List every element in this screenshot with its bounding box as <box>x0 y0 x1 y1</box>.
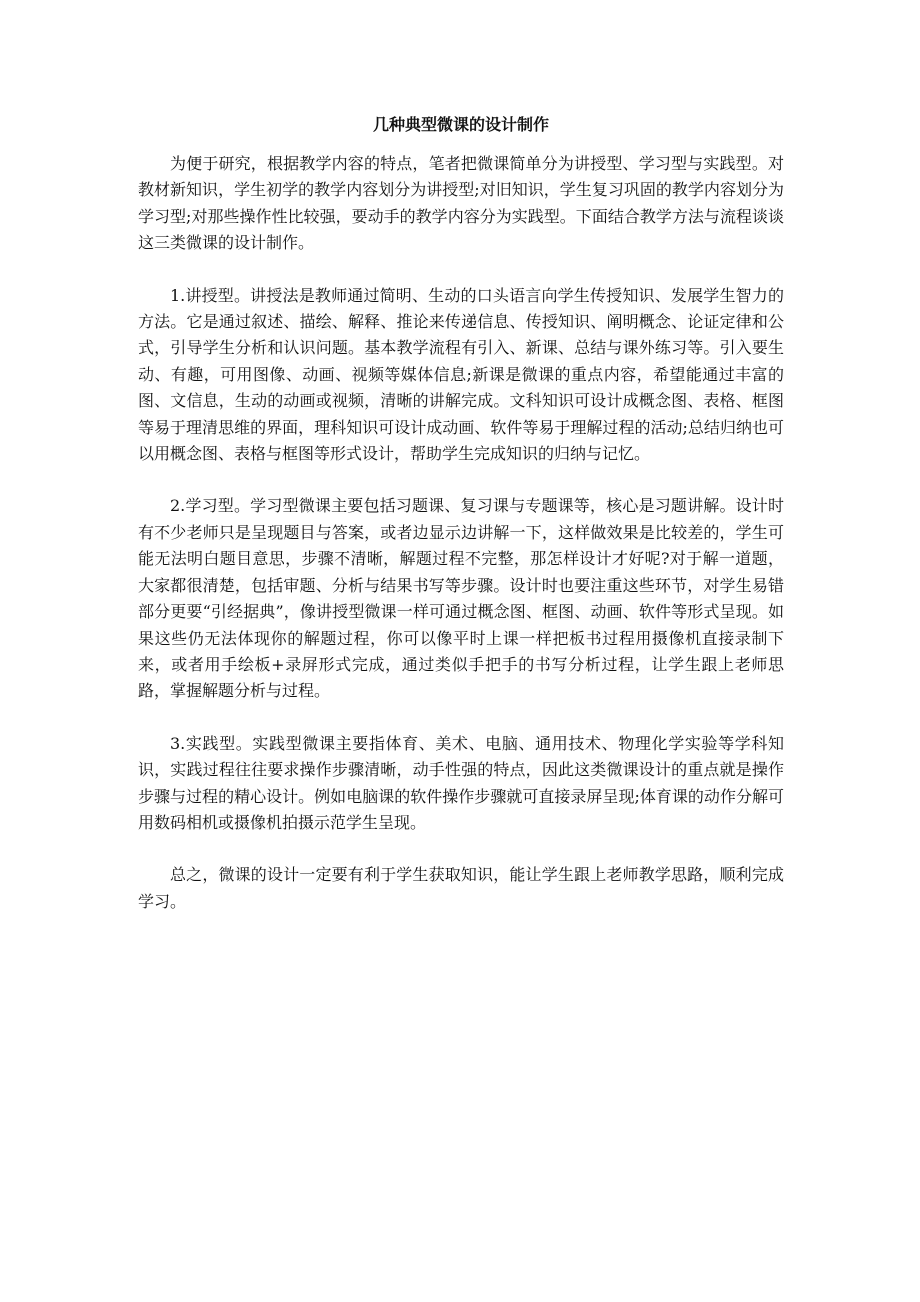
paragraph-intro: 为便于研究，根据教学内容的特点，笔者把微课简单分为讲授型、学习型与实践型。对教材新知识，学生初学的教学内容划分为讲授型;对旧知识，学生复习巩固的教学内容划分为学习型;对那些操作性比较强，要动手的教学内容分为实践型。下面结合教学方法与流程谈谈这三类微课的设计制作。 <box>138 154 784 253</box>
paragraph-lecture-type: 1.讲授型。讲授法是教师通过简明、生动的口头语言向学生传授知识、发展学生智力的方法。它是通过叙述、描绘、解释、推论来传递信息、传授知识、阐明概念、论证定律和公式，引导学生分析和认识问题。基本教学流程有引入、新课、总结与课外练习等。引入要生动、有趣，可用图像、动画、视频等媒体信息;新课是微课的重点内容，希望能通过丰富的图、文信息，生动的动画或视频，清晰的讲解完成。文科知识可设计成概念图、表格、框图等易于理清思维的界面，理科知识可设计成动画、软件等易于理解过程的活动;总结归纳也可以用概念图、表格与框图等形式设计，帮助学生完成知识的归纳与记忆。 <box>138 285 784 464</box>
paragraph-practice-type: 3.实践型。实践型微课主要指体育、美术、电脑、通用技术、物理化学实验等学科知识，实践过程往往要求操作步骤清晰，动手性强的特点，因此这类微课设计的重点就是操作步骤与过程的精心设计。例如电脑课的软件操作步骤就可直接录屏呈现;体育课的动作分解可用数码相机或摄像机拍摄示范学生呈现。 <box>138 733 784 832</box>
document-title: 几种典型微课的设计制作 <box>372 115 549 134</box>
paragraph-study-type: 2.学习型。学习型微课主要包括习题课、复习课与专题课等，核心是习题讲解。设计时有不少老师只是呈现题目与答案，或者边显示边讲解一下，这样做效果是比较差的，学生可能无法明白题目意思，步骤不清晰，解题过程不完整，那怎样设计才好呢?对于解一道题，大家都很清楚，包括审题、分析与结果书写等步骤。设计时也要注重这些环节，对学生易错部分更要“引经据典”，像讲授型微课一样可通过概念图、框图、动画、软件等形式呈现。如果这些仍无法体现你的解题过程，你可以像平时上课一样把板书过程用摄像机直接录制下来，或者用手绘板+录屏形式完成，通过类似手把手的书写分析过程，让学生跟上老师思路，掌握解题分析与过程。 <box>138 496 784 701</box>
document-body <box>138 113 784 941</box>
paragraph-conclusion: 总之，微课的设计一定要有利于学生获取知识，能让学生跟上老师教学思路，顺利完成学习。 <box>138 865 784 911</box>
